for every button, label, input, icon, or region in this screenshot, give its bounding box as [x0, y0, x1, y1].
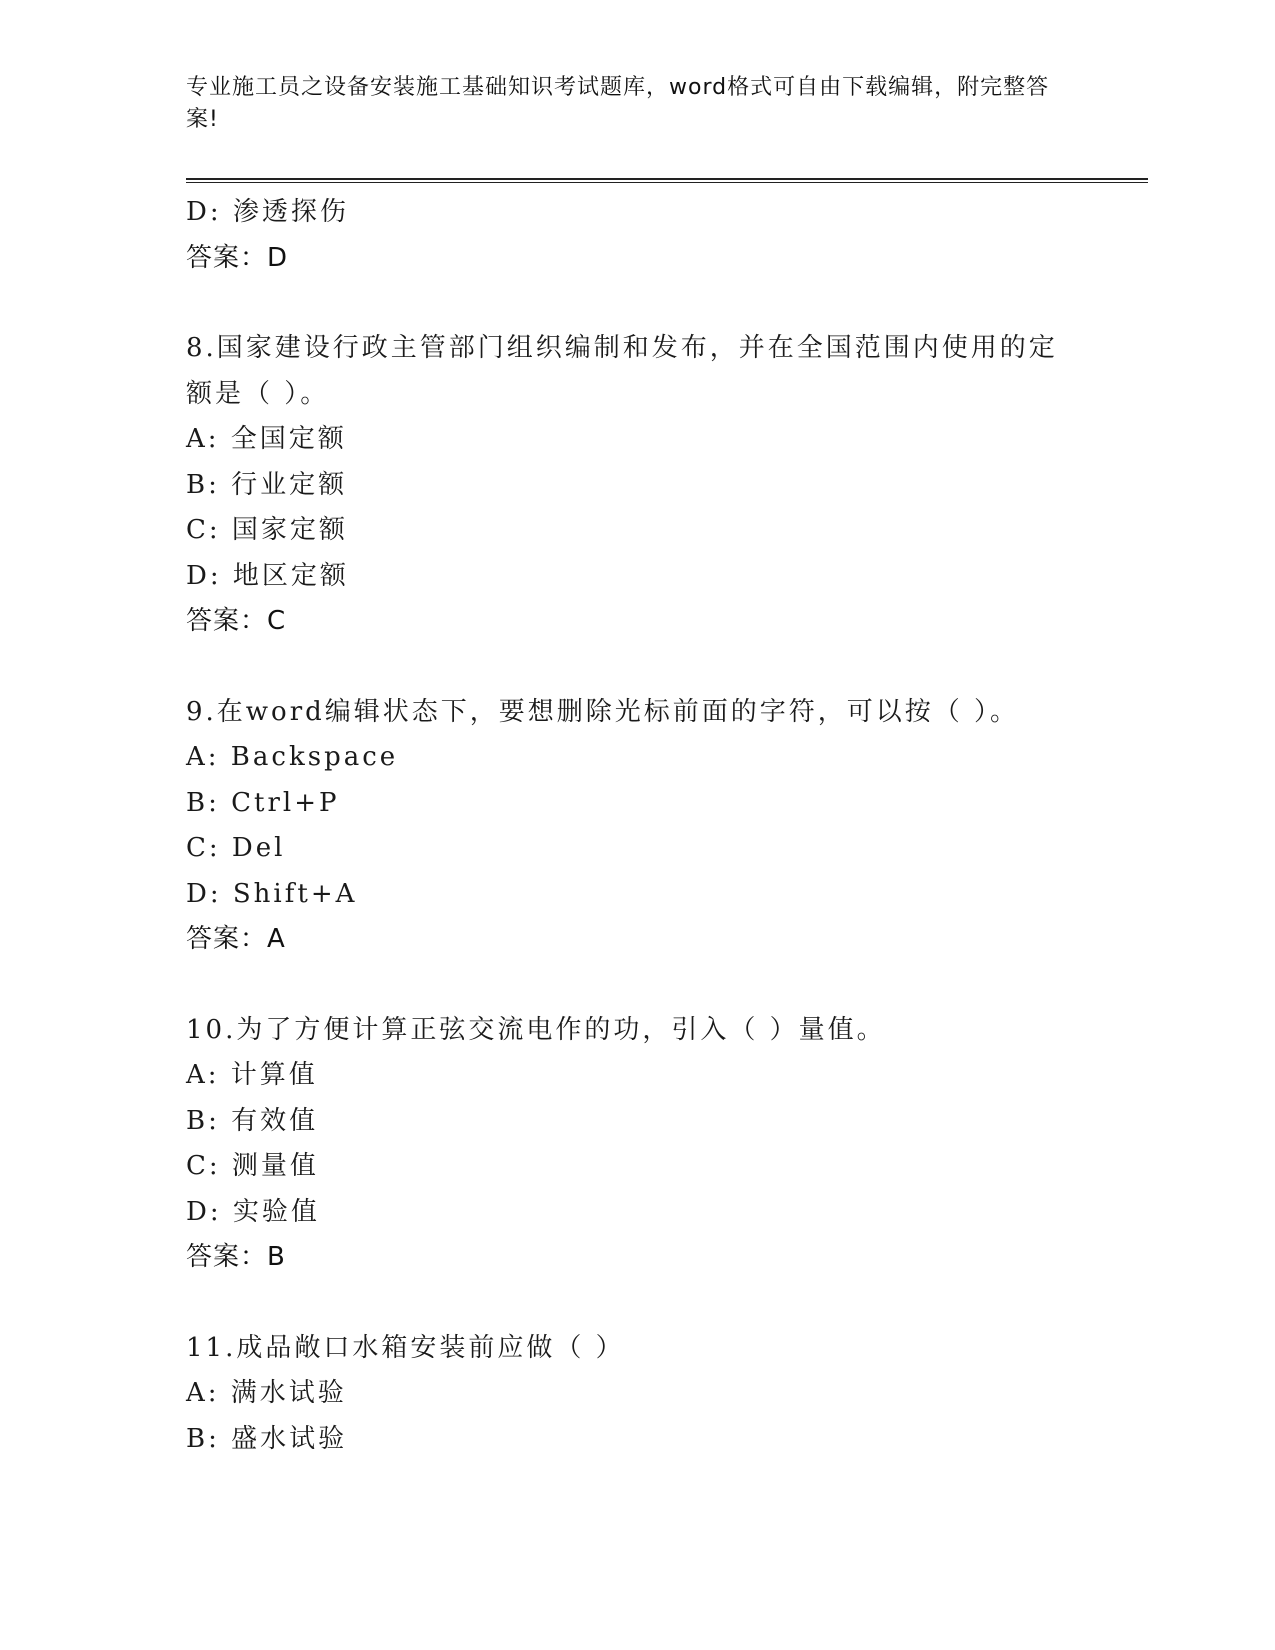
answer: 答案：D [186, 242, 289, 273]
question-stem: 10.为了方便计算正弦交流电作的功，引入（ ）量值。 [186, 1014, 886, 1045]
answer: 答案：C [186, 606, 287, 636]
option-d: D: 实验值 [186, 1196, 320, 1227]
document-header: 专业施工员之设备安装施工基础知识考试题库，word格式可自由下载编辑，附完整答案! [186, 75, 1050, 132]
option-d: D: 地区定额 [186, 560, 349, 591]
option-a: A: 计算值 [186, 1060, 318, 1090]
option-d: D: Shift+A [186, 878, 358, 909]
option-c: C: 测量值 [186, 1151, 319, 1181]
question-stem: 9.在word编辑状态下，要想删除光标前面的字符，可以按（ ）。 [186, 696, 1020, 727]
option-b: B: 有效值 [186, 1105, 319, 1136]
question-9 [186, 690, 1066, 963]
option-a: A: Backspace [186, 742, 399, 772]
answer: 答案：B [186, 1242, 286, 1272]
answer: 答案：A [186, 924, 286, 954]
option-b: B: 盛水试验 [186, 1423, 348, 1454]
question-stem: 8.国家建设行政主管部门组织编制和发布，并在全国范围内使用的定额是（ ）。 [186, 333, 1058, 409]
question-8 [186, 326, 1066, 645]
option-c: C: 国家定额 [186, 515, 348, 545]
option-a: A: 全国定额 [186, 424, 347, 454]
question-11 [186, 1326, 1066, 1463]
question-list [186, 190, 1066, 1462]
option-c: C: Del [186, 833, 286, 863]
question-10 [186, 1008, 1066, 1281]
option-b: B: 行业定额 [186, 469, 348, 500]
previous-question-tail [186, 190, 1066, 281]
option-d: D: 渗透探伤 [186, 197, 349, 227]
question-stem: 11.成品敞口水箱安装前应做（ ） [186, 1332, 625, 1363]
header-rule-top [186, 178, 1148, 180]
header-rule-bottom [186, 182, 1148, 183]
option-b: B: Ctrl+P [186, 787, 340, 818]
option-a: A: 满水试验 [186, 1378, 347, 1408]
